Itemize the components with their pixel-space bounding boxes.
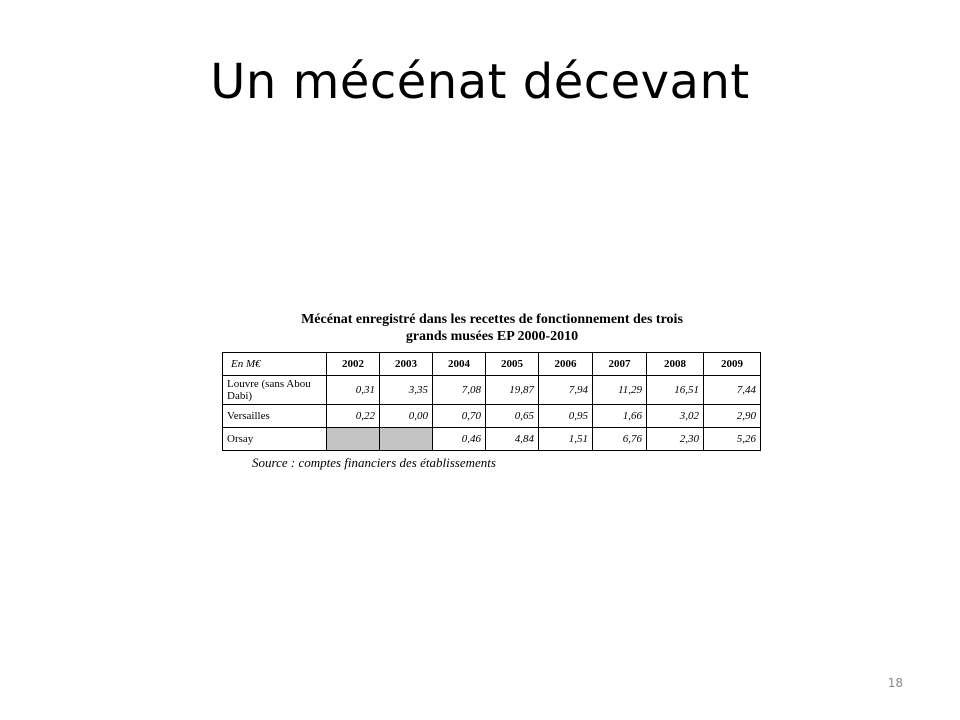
value-cell: 11,29	[593, 376, 647, 405]
table-caption-line-1: Mécénat enregistré dans les recettes de fonctionnement des trois	[301, 312, 683, 327]
value-cell: 4,84	[486, 428, 539, 451]
value-cell: 3,02	[647, 405, 704, 428]
year-header: 2003	[380, 353, 433, 376]
table-row-versailles	[223, 405, 761, 428]
unit-header: En M€	[223, 353, 327, 376]
year-header: 2008	[647, 353, 704, 376]
year-header: 2002	[327, 353, 380, 376]
value-cell: 6,76	[593, 428, 647, 451]
value-cell: 3,35	[380, 376, 433, 405]
row-label: Orsay	[223, 428, 327, 451]
year-header: 2006	[539, 353, 593, 376]
value-cell: 2,30	[647, 428, 704, 451]
value-cell: 7,08	[433, 376, 486, 405]
row-label: Versailles	[223, 405, 327, 428]
value-cell: 0,00	[380, 405, 433, 428]
source-note: Source : comptes financiers des établissements	[252, 455, 496, 470]
value-cell: 0,31	[327, 376, 380, 405]
value-cell: 16,51	[647, 376, 704, 405]
patronage-data-table	[222, 352, 761, 451]
value-cell: 19,87	[486, 376, 539, 405]
table-caption-line-2: grands musées EP 2000-2010	[405, 329, 579, 344]
value-cell: 0,95	[539, 405, 593, 428]
value-cell: 7,44	[704, 376, 761, 405]
museum-patronage-table-block	[222, 311, 762, 471]
empty-cell	[327, 428, 380, 451]
value-cell: 0,70	[433, 405, 486, 428]
value-cell: 7,94	[539, 376, 593, 405]
empty-cell	[380, 428, 433, 451]
value-cell: 1,66	[593, 405, 647, 428]
year-header: 2004	[433, 353, 486, 376]
value-cell: 0,65	[486, 405, 539, 428]
year-header: 2005	[486, 353, 539, 376]
table-header-row	[223, 353, 761, 376]
table-caption	[222, 311, 762, 345]
year-header: 2009	[704, 353, 761, 376]
table-row-louvre	[223, 376, 761, 405]
value-cell: 0,22	[327, 405, 380, 428]
value-cell: 0,46	[433, 428, 486, 451]
table-row-orsay	[223, 428, 761, 451]
page-number: 18	[887, 676, 903, 690]
value-cell: 5,26	[704, 428, 761, 451]
value-cell: 2,90	[704, 405, 761, 428]
value-cell: 1,51	[539, 428, 593, 451]
year-header: 2007	[593, 353, 647, 376]
row-label: Louvre (sans Abou Dabi)	[223, 376, 327, 405]
slide-title: Un mécénat décevant	[210, 54, 750, 110]
